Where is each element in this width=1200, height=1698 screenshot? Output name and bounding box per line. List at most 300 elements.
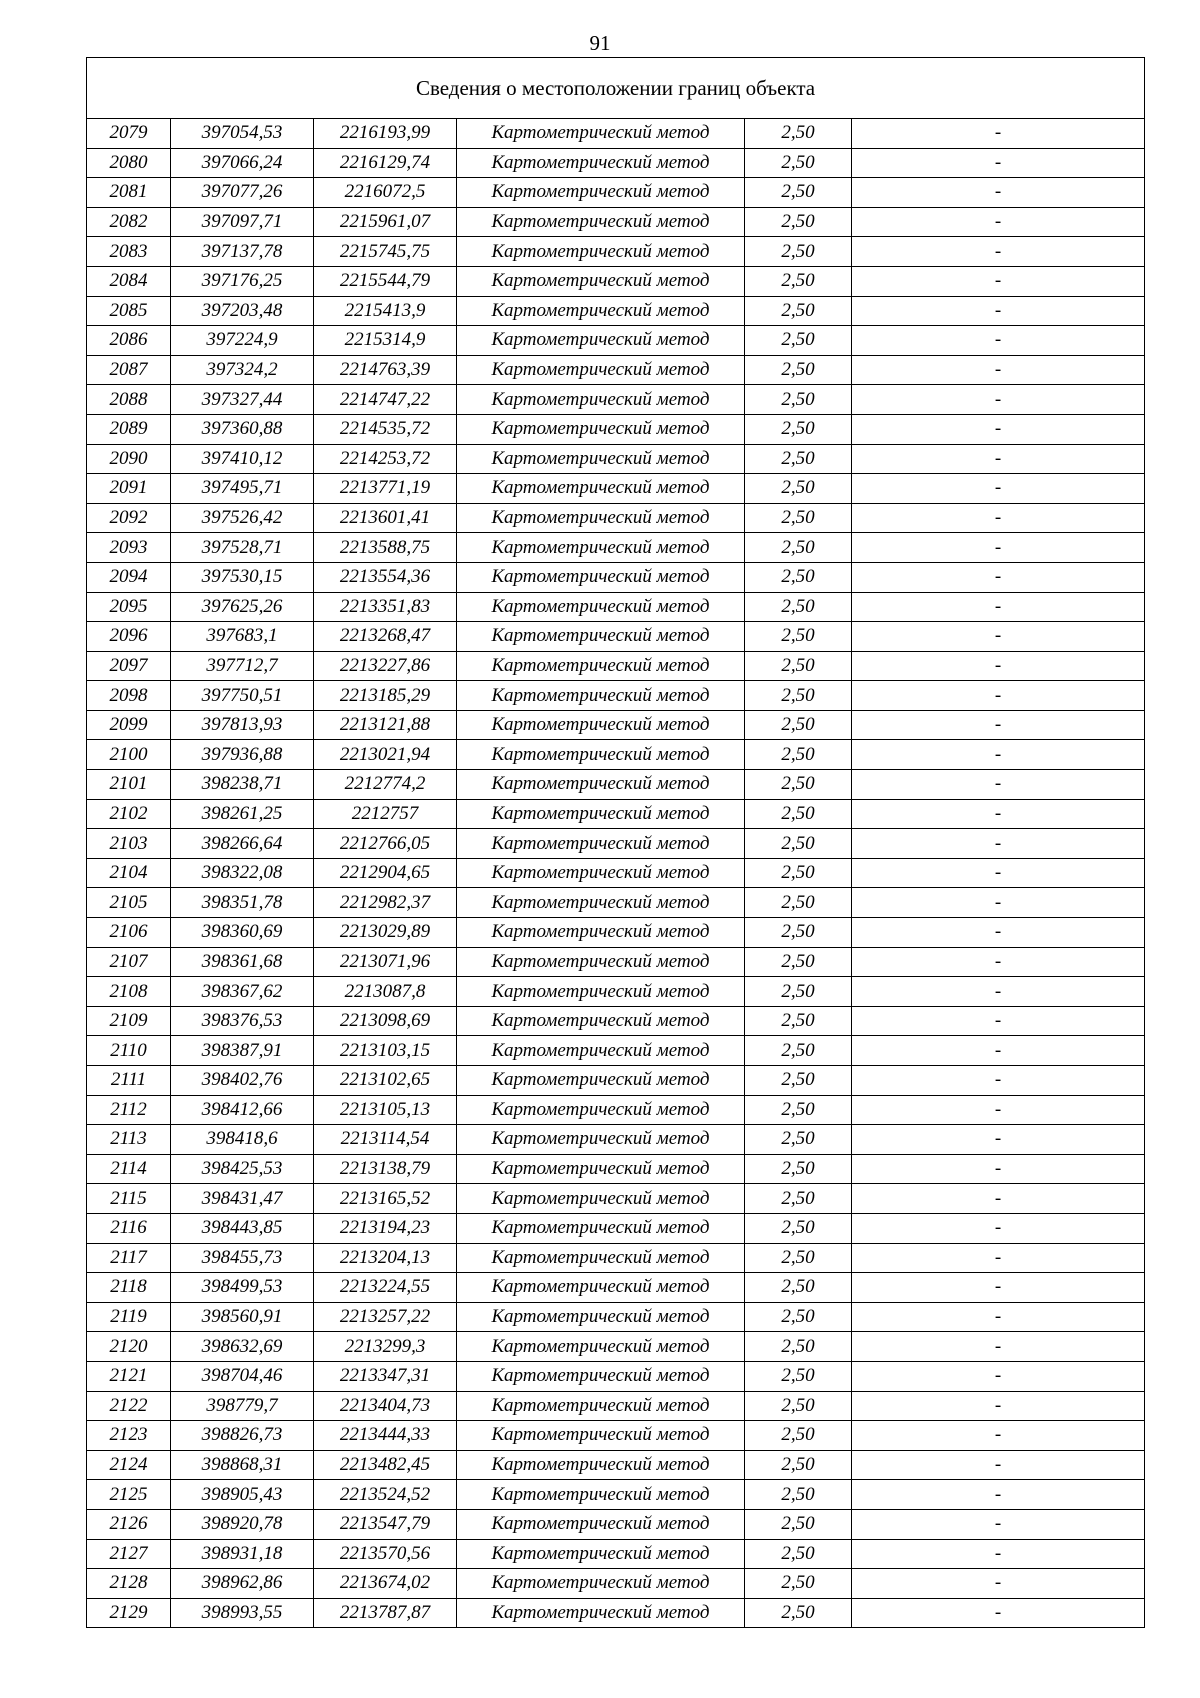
point-number-cell: 2082 xyxy=(87,207,171,237)
table-row xyxy=(87,562,1145,592)
method-cell: Картометрический метод xyxy=(457,1391,745,1421)
method-cell: Картометрический метод xyxy=(457,829,745,859)
y-coordinate-cell: 2214747,22 xyxy=(314,385,457,415)
table-row xyxy=(87,1450,1145,1480)
y-coordinate-cell: 2212774,2 xyxy=(314,770,457,800)
table-row xyxy=(87,1213,1145,1243)
point-number-cell: 2110 xyxy=(87,1036,171,1066)
point-number-cell: 2120 xyxy=(87,1332,171,1362)
point-number-cell: 2095 xyxy=(87,592,171,622)
accuracy-cell: 2,50 xyxy=(745,1273,852,1303)
description-cell: - xyxy=(852,1361,1145,1391)
method-cell: Картометрический метод xyxy=(457,148,745,178)
point-number-cell: 2116 xyxy=(87,1213,171,1243)
accuracy-cell: 2,50 xyxy=(745,1125,852,1155)
point-number-cell: 2127 xyxy=(87,1539,171,1569)
table-row xyxy=(87,888,1145,918)
method-cell: Картометрический метод xyxy=(457,1095,745,1125)
accuracy-cell: 2,50 xyxy=(745,1243,852,1273)
table-row xyxy=(87,1509,1145,1539)
table-row xyxy=(87,1539,1145,1569)
point-number-cell: 2088 xyxy=(87,385,171,415)
table-row xyxy=(87,296,1145,326)
table-row xyxy=(87,237,1145,267)
boundary-table-container xyxy=(86,57,1144,1628)
y-coordinate-cell: 2213103,15 xyxy=(314,1036,457,1066)
accuracy-cell: 2,50 xyxy=(745,740,852,770)
x-coordinate-cell: 398322,08 xyxy=(171,858,314,888)
accuracy-cell: 2,50 xyxy=(745,355,852,385)
table-row xyxy=(87,918,1145,948)
x-coordinate-cell: 397530,15 xyxy=(171,562,314,592)
method-cell: Картометрический метод xyxy=(457,503,745,533)
x-coordinate-cell: 398826,73 xyxy=(171,1421,314,1451)
y-coordinate-cell: 2213185,29 xyxy=(314,681,457,711)
y-coordinate-cell: 2213404,73 xyxy=(314,1391,457,1421)
description-cell: - xyxy=(852,1154,1145,1184)
point-number-cell: 2099 xyxy=(87,710,171,740)
method-cell: Картометрический метод xyxy=(457,651,745,681)
description-cell: - xyxy=(852,1066,1145,1096)
accuracy-cell: 2,50 xyxy=(745,977,852,1007)
method-cell: Картометрический метод xyxy=(457,1569,745,1599)
description-cell: - xyxy=(852,326,1145,356)
y-coordinate-cell: 2213029,89 xyxy=(314,918,457,948)
x-coordinate-cell: 397683,1 xyxy=(171,622,314,652)
x-coordinate-cell: 398920,78 xyxy=(171,1509,314,1539)
y-coordinate-cell: 2214535,72 xyxy=(314,414,457,444)
method-cell: Картометрический метод xyxy=(457,414,745,444)
point-number-cell: 2123 xyxy=(87,1421,171,1451)
point-number-cell: 2109 xyxy=(87,1006,171,1036)
y-coordinate-cell: 2214763,39 xyxy=(314,355,457,385)
method-cell: Картометрический метод xyxy=(457,1450,745,1480)
description-cell: - xyxy=(852,237,1145,267)
y-coordinate-cell: 2216072,5 xyxy=(314,178,457,208)
x-coordinate-cell: 398367,62 xyxy=(171,977,314,1007)
method-cell: Картометрический метод xyxy=(457,1006,745,1036)
point-number-cell: 2094 xyxy=(87,562,171,592)
y-coordinate-cell: 2215745,75 xyxy=(314,237,457,267)
x-coordinate-cell: 398993,55 xyxy=(171,1598,314,1628)
y-coordinate-cell: 2213138,79 xyxy=(314,1154,457,1184)
y-coordinate-cell: 2213444,33 xyxy=(314,1421,457,1451)
method-cell: Картометрический метод xyxy=(457,562,745,592)
point-number-cell: 2121 xyxy=(87,1361,171,1391)
accuracy-cell: 2,50 xyxy=(745,1213,852,1243)
point-number-cell: 2092 xyxy=(87,503,171,533)
accuracy-cell: 2,50 xyxy=(745,1421,852,1451)
description-cell: - xyxy=(852,918,1145,948)
table-row xyxy=(87,1480,1145,1510)
table-row xyxy=(87,947,1145,977)
accuracy-cell: 2,50 xyxy=(745,266,852,296)
x-coordinate-cell: 398868,31 xyxy=(171,1450,314,1480)
point-number-cell: 2084 xyxy=(87,266,171,296)
y-coordinate-cell: 2213570,56 xyxy=(314,1539,457,1569)
table-row xyxy=(87,1569,1145,1599)
y-coordinate-cell: 2212982,37 xyxy=(314,888,457,918)
point-number-cell: 2093 xyxy=(87,533,171,563)
x-coordinate-cell: 397203,48 xyxy=(171,296,314,326)
description-cell: - xyxy=(852,770,1145,800)
description-cell: - xyxy=(852,888,1145,918)
y-coordinate-cell: 2213165,52 xyxy=(314,1184,457,1214)
x-coordinate-cell: 398361,68 xyxy=(171,947,314,977)
point-number-cell: 2106 xyxy=(87,918,171,948)
x-coordinate-cell: 397324,2 xyxy=(171,355,314,385)
accuracy-cell: 2,50 xyxy=(745,1184,852,1214)
method-cell: Картометрический метод xyxy=(457,1184,745,1214)
method-cell: Картометрический метод xyxy=(457,533,745,563)
x-coordinate-cell: 398387,91 xyxy=(171,1036,314,1066)
point-number-cell: 2107 xyxy=(87,947,171,977)
table-row xyxy=(87,1036,1145,1066)
x-coordinate-cell: 398376,53 xyxy=(171,1006,314,1036)
accuracy-cell: 2,50 xyxy=(745,888,852,918)
method-cell: Картометрический метод xyxy=(457,592,745,622)
y-coordinate-cell: 2213204,13 xyxy=(314,1243,457,1273)
table-row xyxy=(87,1066,1145,1096)
accuracy-cell: 2,50 xyxy=(745,1569,852,1599)
accuracy-cell: 2,50 xyxy=(745,592,852,622)
method-cell: Картометрический метод xyxy=(457,1066,745,1096)
method-cell: Картометрический метод xyxy=(457,1213,745,1243)
point-number-cell: 2087 xyxy=(87,355,171,385)
description-cell: - xyxy=(852,562,1145,592)
table-row xyxy=(87,1006,1145,1036)
table-row xyxy=(87,207,1145,237)
table-row xyxy=(87,266,1145,296)
description-cell: - xyxy=(852,1095,1145,1125)
table-body xyxy=(87,119,1145,1628)
y-coordinate-cell: 2213071,96 xyxy=(314,947,457,977)
y-coordinate-cell: 2213114,54 xyxy=(314,1125,457,1155)
table-row xyxy=(87,1243,1145,1273)
accuracy-cell: 2,50 xyxy=(745,119,852,149)
description-cell: - xyxy=(852,1273,1145,1303)
point-number-cell: 2096 xyxy=(87,622,171,652)
description-cell: - xyxy=(852,1036,1145,1066)
description-cell: - xyxy=(852,1421,1145,1451)
accuracy-cell: 2,50 xyxy=(745,622,852,652)
description-cell: - xyxy=(852,1332,1145,1362)
accuracy-cell: 2,50 xyxy=(745,947,852,977)
y-coordinate-cell: 2213482,45 xyxy=(314,1450,457,1480)
y-coordinate-cell: 2213102,65 xyxy=(314,1066,457,1096)
table-row xyxy=(87,1302,1145,1332)
point-number-cell: 2090 xyxy=(87,444,171,474)
y-coordinate-cell: 2213524,52 xyxy=(314,1480,457,1510)
description-cell: - xyxy=(852,651,1145,681)
x-coordinate-cell: 398443,85 xyxy=(171,1213,314,1243)
y-coordinate-cell: 2216129,74 xyxy=(314,148,457,178)
description-cell: - xyxy=(852,1243,1145,1273)
x-coordinate-cell: 397495,71 xyxy=(171,474,314,504)
accuracy-cell: 2,50 xyxy=(745,1332,852,1362)
y-coordinate-cell: 2213554,36 xyxy=(314,562,457,592)
y-coordinate-cell: 2214253,72 xyxy=(314,444,457,474)
description-cell: - xyxy=(852,385,1145,415)
y-coordinate-cell: 2215544,79 xyxy=(314,266,457,296)
x-coordinate-cell: 397750,51 xyxy=(171,681,314,711)
point-number-cell: 2098 xyxy=(87,681,171,711)
description-cell: - xyxy=(852,1213,1145,1243)
y-coordinate-cell: 2213087,8 xyxy=(314,977,457,1007)
table-row xyxy=(87,1125,1145,1155)
description-cell: - xyxy=(852,296,1145,326)
table-row xyxy=(87,829,1145,859)
point-number-cell: 2091 xyxy=(87,474,171,504)
accuracy-cell: 2,50 xyxy=(745,681,852,711)
method-cell: Картометрический метод xyxy=(457,178,745,208)
accuracy-cell: 2,50 xyxy=(745,799,852,829)
point-number-cell: 2108 xyxy=(87,977,171,1007)
description-cell: - xyxy=(852,1302,1145,1332)
accuracy-cell: 2,50 xyxy=(745,710,852,740)
table-row xyxy=(87,858,1145,888)
point-number-cell: 2086 xyxy=(87,326,171,356)
table-row xyxy=(87,1332,1145,1362)
point-number-cell: 2097 xyxy=(87,651,171,681)
method-cell: Картометрический метод xyxy=(457,1598,745,1628)
description-cell: - xyxy=(852,1125,1145,1155)
table-row xyxy=(87,474,1145,504)
method-cell: Картометрический метод xyxy=(457,1125,745,1155)
method-cell: Картометрический метод xyxy=(457,474,745,504)
x-coordinate-cell: 397327,44 xyxy=(171,385,314,415)
method-cell: Картометрический метод xyxy=(457,1509,745,1539)
accuracy-cell: 2,50 xyxy=(745,1036,852,1066)
method-cell: Картометрический метод xyxy=(457,947,745,977)
point-number-cell: 2125 xyxy=(87,1480,171,1510)
accuracy-cell: 2,50 xyxy=(745,1095,852,1125)
description-cell: - xyxy=(852,592,1145,622)
accuracy-cell: 2,50 xyxy=(745,444,852,474)
y-coordinate-cell: 2213121,88 xyxy=(314,710,457,740)
x-coordinate-cell: 398499,53 xyxy=(171,1273,314,1303)
method-cell: Картометрический метод xyxy=(457,326,745,356)
x-coordinate-cell: 397360,88 xyxy=(171,414,314,444)
x-coordinate-cell: 398360,69 xyxy=(171,918,314,948)
accuracy-cell: 2,50 xyxy=(745,385,852,415)
method-cell: Картометрический метод xyxy=(457,918,745,948)
x-coordinate-cell: 398238,71 xyxy=(171,770,314,800)
table-row xyxy=(87,799,1145,829)
y-coordinate-cell: 2215413,9 xyxy=(314,296,457,326)
table-row xyxy=(87,651,1145,681)
method-cell: Картометрический метод xyxy=(457,1361,745,1391)
point-number-cell: 2081 xyxy=(87,178,171,208)
method-cell: Картометрический метод xyxy=(457,799,745,829)
x-coordinate-cell: 397410,12 xyxy=(171,444,314,474)
accuracy-cell: 2,50 xyxy=(745,503,852,533)
accuracy-cell: 2,50 xyxy=(745,474,852,504)
point-number-cell: 2128 xyxy=(87,1569,171,1599)
description-cell: - xyxy=(852,414,1145,444)
accuracy-cell: 2,50 xyxy=(745,1450,852,1480)
table-row xyxy=(87,355,1145,385)
point-number-cell: 2119 xyxy=(87,1302,171,1332)
y-coordinate-cell: 2213021,94 xyxy=(314,740,457,770)
y-coordinate-cell: 2213547,79 xyxy=(314,1509,457,1539)
description-cell: - xyxy=(852,444,1145,474)
y-coordinate-cell: 2213105,13 xyxy=(314,1095,457,1125)
accuracy-cell: 2,50 xyxy=(745,1391,852,1421)
x-coordinate-cell: 397176,25 xyxy=(171,266,314,296)
point-number-cell: 2083 xyxy=(87,237,171,267)
point-number-cell: 2112 xyxy=(87,1095,171,1125)
method-cell: Картометрический метод xyxy=(457,237,745,267)
method-cell: Картометрический метод xyxy=(457,385,745,415)
description-cell: - xyxy=(852,1391,1145,1421)
description-cell: - xyxy=(852,829,1145,859)
table-row xyxy=(87,148,1145,178)
method-cell: Картометрический метод xyxy=(457,1480,745,1510)
accuracy-cell: 2,50 xyxy=(745,1598,852,1628)
method-cell: Картометрический метод xyxy=(457,355,745,385)
description-cell: - xyxy=(852,710,1145,740)
table-row xyxy=(87,681,1145,711)
table-row xyxy=(87,977,1145,1007)
method-cell: Картометрический метод xyxy=(457,681,745,711)
accuracy-cell: 2,50 xyxy=(745,237,852,267)
accuracy-cell: 2,50 xyxy=(745,178,852,208)
table-title-row xyxy=(87,58,1145,119)
accuracy-cell: 2,50 xyxy=(745,1066,852,1096)
method-cell: Картометрический метод xyxy=(457,1036,745,1066)
x-coordinate-cell: 398425,53 xyxy=(171,1154,314,1184)
y-coordinate-cell: 2213299,3 xyxy=(314,1332,457,1362)
point-number-cell: 2118 xyxy=(87,1273,171,1303)
method-cell: Картометрический метод xyxy=(457,977,745,1007)
table-row xyxy=(87,1273,1145,1303)
point-number-cell: 2079 xyxy=(87,119,171,149)
method-cell: Картометрический метод xyxy=(457,1421,745,1451)
y-coordinate-cell: 2212757 xyxy=(314,799,457,829)
method-cell: Картометрический метод xyxy=(457,119,745,149)
method-cell: Картометрический метод xyxy=(457,888,745,918)
method-cell: Картометрический метод xyxy=(457,296,745,326)
table-row xyxy=(87,414,1145,444)
point-number-cell: 2101 xyxy=(87,770,171,800)
x-coordinate-cell: 398402,76 xyxy=(171,1066,314,1096)
x-coordinate-cell: 397077,26 xyxy=(171,178,314,208)
accuracy-cell: 2,50 xyxy=(745,1539,852,1569)
description-cell: - xyxy=(852,1539,1145,1569)
boundary-coordinates-table xyxy=(86,57,1145,1628)
accuracy-cell: 2,50 xyxy=(745,148,852,178)
point-number-cell: 2102 xyxy=(87,799,171,829)
table-title: Сведения о местоположении границ объекта xyxy=(87,58,1145,119)
point-number-cell: 2089 xyxy=(87,414,171,444)
accuracy-cell: 2,50 xyxy=(745,414,852,444)
y-coordinate-cell: 2212766,05 xyxy=(314,829,457,859)
description-cell: - xyxy=(852,355,1145,385)
table-row xyxy=(87,385,1145,415)
y-coordinate-cell: 2213194,23 xyxy=(314,1213,457,1243)
point-number-cell: 2113 xyxy=(87,1125,171,1155)
y-coordinate-cell: 2216193,99 xyxy=(314,119,457,149)
x-coordinate-cell: 397066,24 xyxy=(171,148,314,178)
accuracy-cell: 2,50 xyxy=(745,1006,852,1036)
point-number-cell: 2115 xyxy=(87,1184,171,1214)
description-cell: - xyxy=(852,1480,1145,1510)
method-cell: Картометрический метод xyxy=(457,710,745,740)
table-row xyxy=(87,1391,1145,1421)
x-coordinate-cell: 398261,25 xyxy=(171,799,314,829)
accuracy-cell: 2,50 xyxy=(745,651,852,681)
point-number-cell: 2129 xyxy=(87,1598,171,1628)
accuracy-cell: 2,50 xyxy=(745,1302,852,1332)
table-row xyxy=(87,1154,1145,1184)
method-cell: Картометрический метод xyxy=(457,1243,745,1273)
description-cell: - xyxy=(852,1006,1145,1036)
point-number-cell: 2100 xyxy=(87,740,171,770)
x-coordinate-cell: 397712,7 xyxy=(171,651,314,681)
x-coordinate-cell: 397137,78 xyxy=(171,237,314,267)
description-cell: - xyxy=(852,474,1145,504)
accuracy-cell: 2,50 xyxy=(745,296,852,326)
x-coordinate-cell: 397936,88 xyxy=(171,740,314,770)
method-cell: Картометрический метод xyxy=(457,858,745,888)
x-coordinate-cell: 398779,7 xyxy=(171,1391,314,1421)
table-row xyxy=(87,1598,1145,1628)
accuracy-cell: 2,50 xyxy=(745,918,852,948)
y-coordinate-cell: 2215961,07 xyxy=(314,207,457,237)
accuracy-cell: 2,50 xyxy=(745,858,852,888)
table-row xyxy=(87,1184,1145,1214)
point-number-cell: 2080 xyxy=(87,148,171,178)
x-coordinate-cell: 397097,71 xyxy=(171,207,314,237)
description-cell: - xyxy=(852,740,1145,770)
y-coordinate-cell: 2212904,65 xyxy=(314,858,457,888)
method-cell: Картометрический метод xyxy=(457,1273,745,1303)
y-coordinate-cell: 2213787,87 xyxy=(314,1598,457,1628)
x-coordinate-cell: 398455,73 xyxy=(171,1243,314,1273)
table-row xyxy=(87,503,1145,533)
x-coordinate-cell: 398962,86 xyxy=(171,1569,314,1599)
x-coordinate-cell: 398351,78 xyxy=(171,888,314,918)
description-cell: - xyxy=(852,1569,1145,1599)
y-coordinate-cell: 2213347,31 xyxy=(314,1361,457,1391)
description-cell: - xyxy=(852,533,1145,563)
accuracy-cell: 2,50 xyxy=(745,770,852,800)
x-coordinate-cell: 397813,93 xyxy=(171,710,314,740)
method-cell: Картометрический метод xyxy=(457,740,745,770)
description-cell: - xyxy=(852,1598,1145,1628)
point-number-cell: 2122 xyxy=(87,1391,171,1421)
x-coordinate-cell: 397224,9 xyxy=(171,326,314,356)
method-cell: Картометрический метод xyxy=(457,1154,745,1184)
method-cell: Картометрический метод xyxy=(457,770,745,800)
description-cell: - xyxy=(852,1184,1145,1214)
accuracy-cell: 2,50 xyxy=(745,829,852,859)
description-cell: - xyxy=(852,622,1145,652)
description-cell: - xyxy=(852,947,1145,977)
y-coordinate-cell: 2213268,47 xyxy=(314,622,457,652)
description-cell: - xyxy=(852,1450,1145,1480)
table-row xyxy=(87,622,1145,652)
description-cell: - xyxy=(852,148,1145,178)
table-row xyxy=(87,178,1145,208)
table-row xyxy=(87,1095,1145,1125)
method-cell: Картометрический метод xyxy=(457,1332,745,1362)
table-row xyxy=(87,444,1145,474)
method-cell: Картометрический метод xyxy=(457,1539,745,1569)
method-cell: Картометрический метод xyxy=(457,207,745,237)
accuracy-cell: 2,50 xyxy=(745,1361,852,1391)
